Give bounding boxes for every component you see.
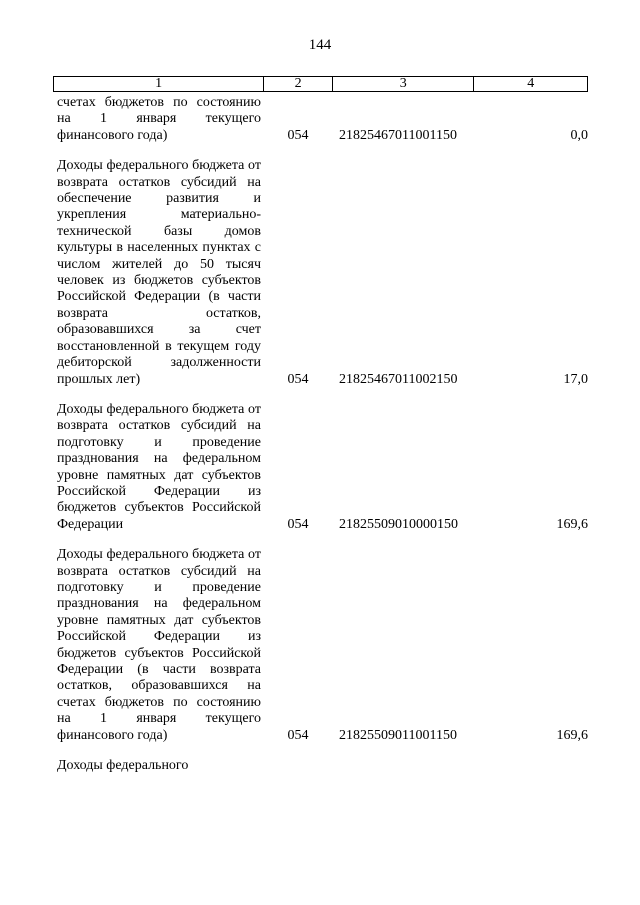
row-description: Доходы федерального бюджета от возврата остатков субсидий на обеспечение развития и укрепления материально-технической базы домов культуры в населенных пунктах с числом жителей до 50 тысяч человек из бюджетов субъектов Российской Федерации (в части возврата остатков, образовавшихся за счет восстановленной в текущем году дебиторской задолженности прошлых лет) <box>57 158 261 387</box>
row-description: Доходы федерального бюджета от возврата остатков субсидий на подготовку и проведение празднования на федеральном уровне памятных дат субъектов Российской Федерации из бюджетов субъектов Российской Федерации (в части возврата остатков, образовавшихся на счетах бюджетов по состоянию на 1 января текущего финансового года) <box>57 547 261 743</box>
row-code: 054 <box>287 127 309 143</box>
row-code: 054 <box>287 727 309 743</box>
table-header <box>53 76 588 92</box>
header-col-4: 4 <box>527 76 535 91</box>
table-row <box>0 95 640 144</box>
table-body <box>0 95 640 788</box>
row-code: 054 <box>287 371 309 387</box>
table-row <box>0 547 640 744</box>
row-code: 054 <box>287 516 309 532</box>
row-amount: 0,0 <box>570 127 588 143</box>
table-row <box>0 402 640 533</box>
header-col-1: 1 <box>54 77 264 91</box>
row-description: счетах бюджетов по состоянию на 1 января текущего финансового года) <box>57 95 261 143</box>
row-kbk: 21825467011001150 <box>339 127 457 143</box>
row-kbk: 21825509011001150 <box>339 727 457 743</box>
row-kbk: 21825467011002150 <box>339 371 458 387</box>
page-number: 144 <box>308 37 332 53</box>
table-row <box>0 758 640 774</box>
table-row <box>0 158 640 388</box>
row-kbk: 21825509010000150 <box>339 516 458 532</box>
header-col-3: 3 <box>333 77 474 91</box>
row-amount: 169,6 <box>556 727 588 743</box>
row-amount: 169,6 <box>556 516 588 532</box>
row-amount: 17,0 <box>563 371 588 387</box>
row-description: Доходы федерального бюджета от возврата остатков субсидий на подготовку и проведение празднования на федеральном уровне памятных дат субъектов Российской Федерации из бюджетов субъектов Российской Федерации <box>57 401 261 532</box>
header-col-2: 2 <box>264 77 333 91</box>
row-description: Доходы федерального <box>57 758 189 774</box>
